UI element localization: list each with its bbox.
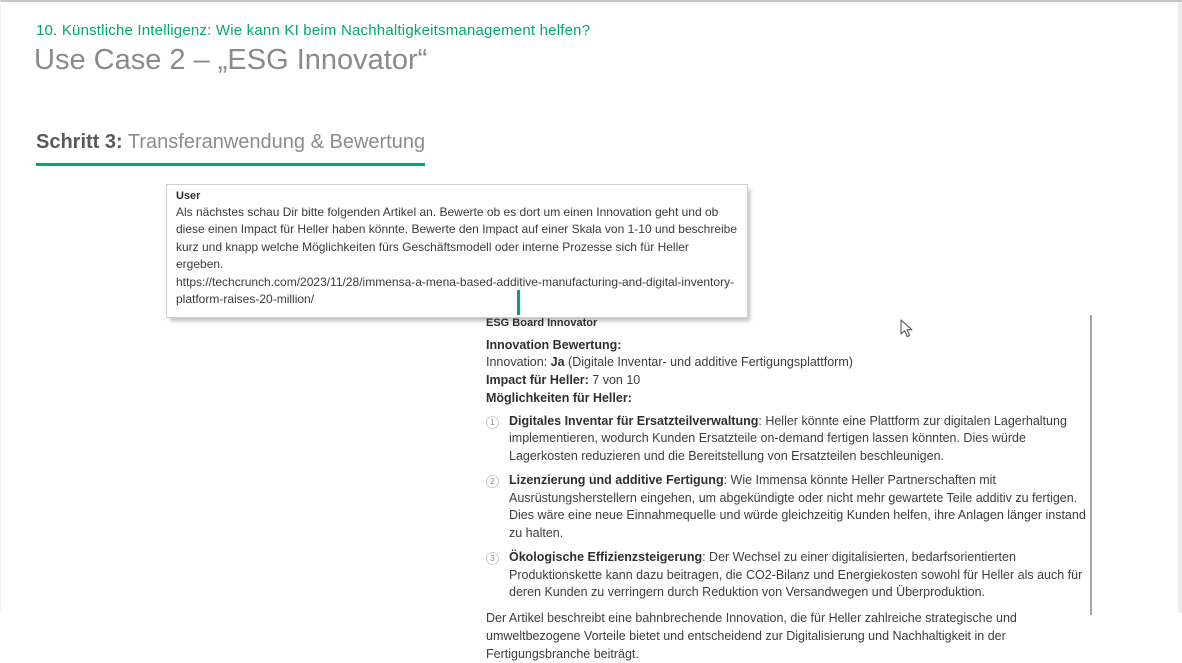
section-step-text: Transferanwendung & Bewertung <box>122 131 426 153</box>
list-item-text: : Wie Immensa könnte Heller Partnerschaften mit Ausrüstungsherstellern eingehen, um abgekündigte oder nicht mehr gewartete Teile additiv zu fertigen. Dies wäre eine neue Einnahmequelle und würde gleichzeitig Kunden helfen, ihre Anlagen länger instand zu halten. <box>509 472 1086 541</box>
list-item-text: : Der Wechsel zu einer digitalisierten, bedarfsorientierten Produktionskette kann dazu beitragen, die CO2-Bilanz und Energiekosten sowohl für Heller als auch für deren Kunden zu verringern durch Reduktion von Versandwegen und Überproduktion. <box>509 549 1083 600</box>
opportunities-heading: Möglichkeiten für Heller: <box>486 390 632 405</box>
list-item-number: 2 <box>486 475 499 488</box>
response-box-right-border <box>1090 315 1092 615</box>
innovation-rating-heading: Innovation Bewertung: <box>486 337 622 352</box>
slide-kicker: 10. Künstliche Intelligenz: Wie kann KI beim Nachhaltigkeitsmanagement helfen? <box>36 22 591 39</box>
innovation-line <box>486 354 1087 372</box>
assistant-sender-label: ESG Board Innovator <box>486 317 598 329</box>
list-item-number: 1 <box>486 416 499 429</box>
list-item-number: 3 <box>486 552 499 565</box>
list-item-title: Digitales Inventar für Ersatzteilverwaltung <box>509 413 759 428</box>
user-sender-label: User <box>176 190 201 202</box>
user-prompt-text: Als nächstes schau Dir bitte folgenden Artikel an. Bewerte ob es dort um einen Innovation geht und ob diese einen Impact für Heller haben könnte. Bewerte den Impact auf einer Skala von 1-10 und beschreibe kurz und knapp welche Möglichkeiten fürs Geschäftsmodell oder interne Prozesse sich für Heller ergeben. <box>176 205 738 272</box>
user-message-text <box>176 204 737 308</box>
list-item <box>486 549 1087 602</box>
mouse-cursor-icon <box>900 319 914 339</box>
list-item-title: Ökologische Effizienzsteigerung <box>509 549 703 564</box>
impact-value: 7 von 10 <box>592 373 641 388</box>
list-item-text: : Heller könnte eine Plattform zur digitalen Lagerhaltung implementieren, wodurch Kunden Ersatzteile on-demand fertigen lassen könnten. Dies würde Lagerkosten reduzieren und die Bereitstellung von Ersatzteilen beschleunigen. <box>509 413 1067 464</box>
impact-label: Impact für Heller: <box>486 373 589 388</box>
list-item-title: Lizenzierung und additive Fertigung <box>509 472 724 487</box>
innovation-label: Innovation: <box>486 355 548 370</box>
list-item <box>486 472 1087 543</box>
slide-title: Use Case 2 – „ESG Innovator“ <box>34 44 428 76</box>
section-heading <box>36 131 425 166</box>
window-right-edge <box>1178 2 1182 613</box>
list-item <box>486 413 1087 466</box>
innovation-value: Ja <box>550 355 565 370</box>
article-link[interactable]: https://techcrunch.com/2023/11/28/immensa-a-mena-based-additive-manufacturing-and-digital-inventory-platform-raises-20-million/ <box>176 274 735 306</box>
user-message-box <box>166 184 748 318</box>
section-step-label: Schritt 3: <box>36 131 123 153</box>
assistant-closing-text: Der Artikel beschreibt eine bahnbrechende Innovation, die für Heller zahlreiche strategische und umweltbezogene Vorteile bietet und entscheidend zur Digitalisierung und Nachhaltigkeit in der Fertigungsbranche beiträgt. <box>486 611 1017 661</box>
innovation-note: (Digitale Inventar- und additive Fertigungsplattform) <box>568 355 853 370</box>
impact-line <box>486 372 1087 390</box>
assistant-message-box <box>486 316 1087 663</box>
flow-connector-line <box>517 290 520 315</box>
opportunities-list <box>486 413 1087 603</box>
